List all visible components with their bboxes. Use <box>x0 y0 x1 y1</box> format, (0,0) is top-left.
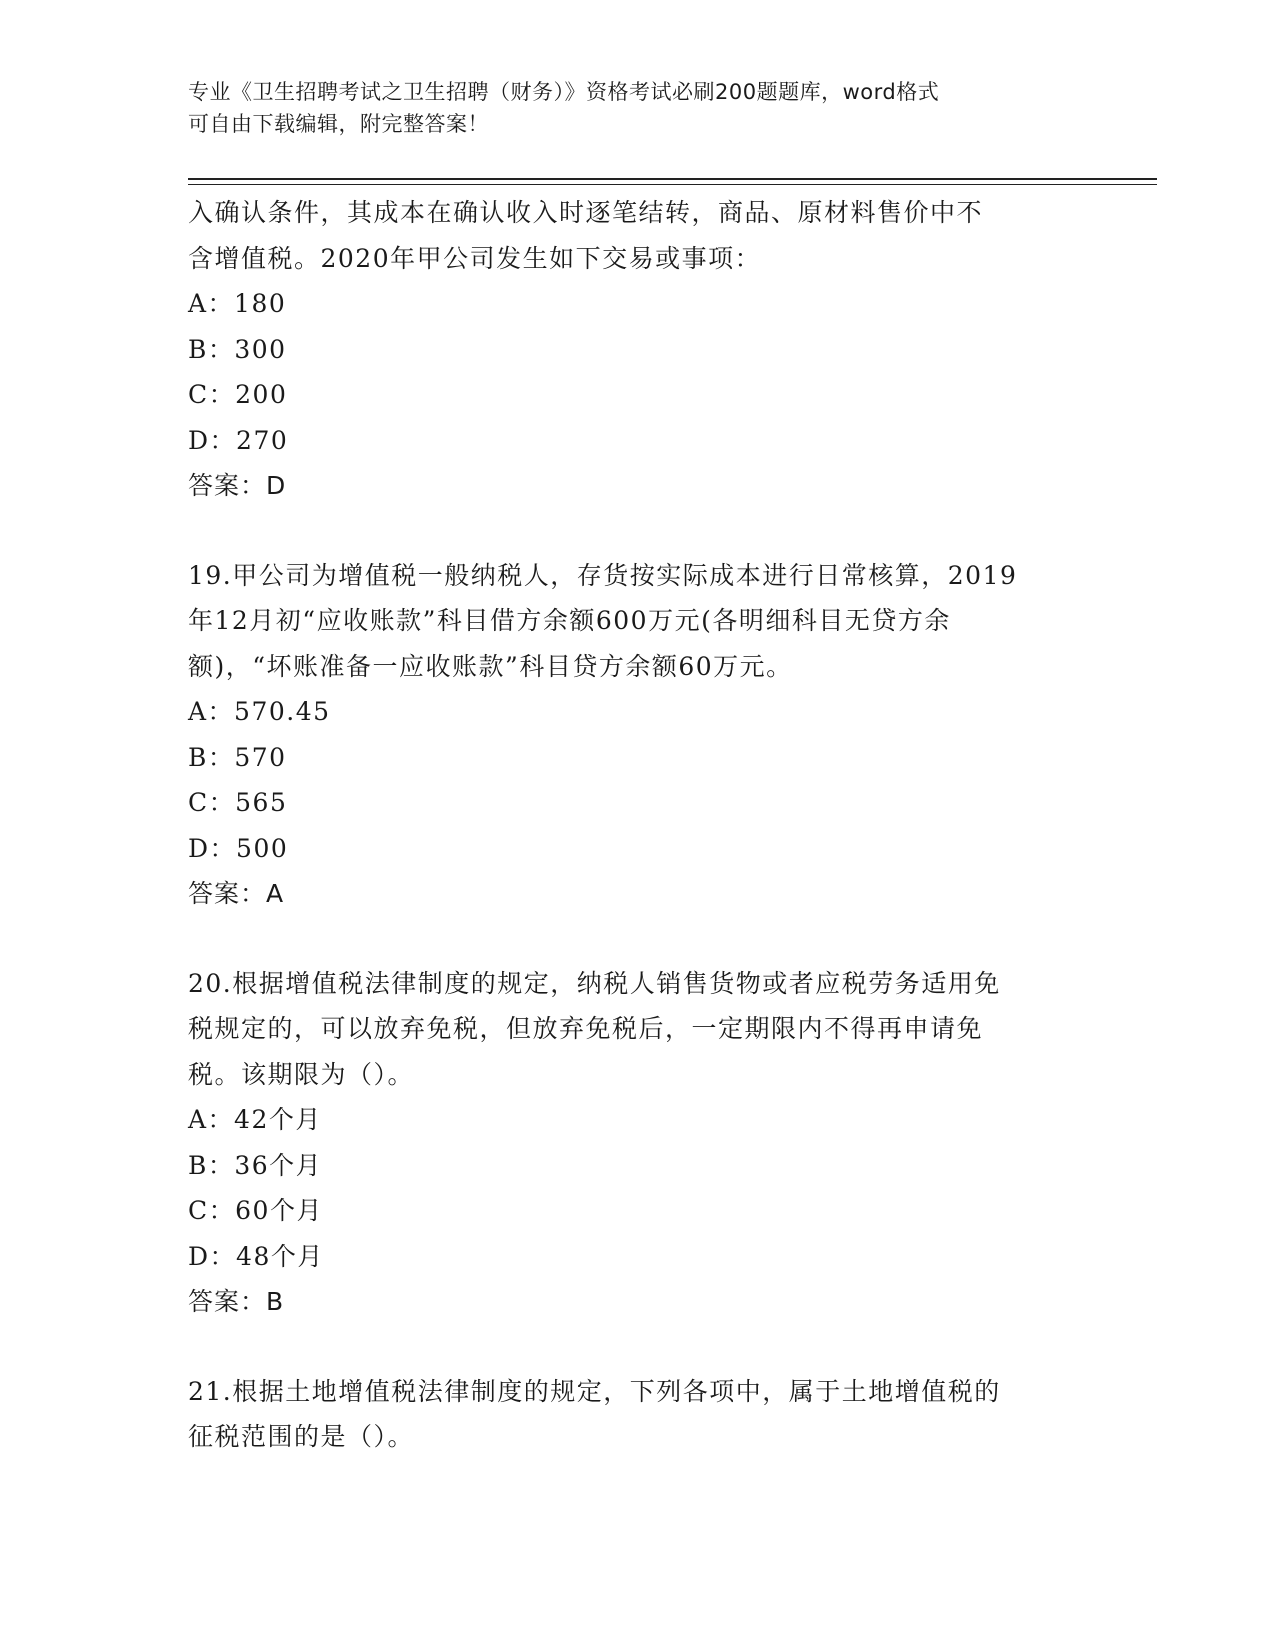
question-stem-line: 征税范围的是（）。 <box>188 1422 415 1451</box>
option-c: C：200 <box>188 380 288 409</box>
question-stem-line: 年12月初“应收账款”科目借方余额600万元(各明细科目无贷方余 <box>188 606 951 635</box>
question-stem-line: 19.甲公司为增值税一般纳税人，存货按实际成本进行日常核算，2019 <box>188 560 1018 590</box>
option-b: B：570 <box>188 742 287 772</box>
answer-line: 答案：D <box>188 471 287 500</box>
question-stem-line: 21.根据土地增值税法律制度的规定，下列各项中，属于土地增值税的 <box>188 1376 1001 1406</box>
option-a: A：570.45 <box>188 697 331 726</box>
header-rule-thick <box>188 178 1157 180</box>
option-c: C：565 <box>188 788 288 817</box>
option-c: C：60个月 <box>188 1196 323 1225</box>
question-block <box>188 553 1088 917</box>
option-d: D：48个月 <box>188 1241 324 1271</box>
question-stem-line: 含增值税。2020年甲公司发生如下交易或事项： <box>188 243 762 273</box>
question-content <box>188 190 1088 1460</box>
option-b: B：300 <box>188 334 287 364</box>
answer-line: 答案：A <box>188 879 285 908</box>
header-line-2: 可自由下载编辑，附完整答案！ <box>188 112 489 136</box>
option-d: D：270 <box>188 425 289 455</box>
question-block <box>188 1369 1088 1460</box>
document-header <box>188 76 1068 140</box>
option-b: B：36个月 <box>188 1150 323 1180</box>
question-stem-line: 20.根据增值税法律制度的规定，纳税人销售货物或者应税劳务适用免 <box>188 968 1001 998</box>
question-stem-line: 税。该期限为（）。 <box>188 1059 415 1089</box>
option-d: D：500 <box>188 833 289 863</box>
question-stem-line: 税规定的，可以放弃免税，但放弃免税后，一定期限内不得再申请免 <box>188 1014 984 1043</box>
question-stem-line: 入确认条件，其成本在确认收入时逐笔结转，商品、原材料售价中不 <box>188 198 984 227</box>
answer-line: 答案：B <box>188 1287 285 1316</box>
option-a: A：42个月 <box>188 1105 322 1134</box>
option-a: A：180 <box>188 289 287 318</box>
header-rule-thin <box>188 184 1157 185</box>
header-line-1: 专业《卫生招聘考试之卫生招聘（财务）》资格考试必刷200题题库，word格式 <box>188 80 940 104</box>
question-block <box>188 961 1088 1325</box>
question-stem-line: 额)，“坏账准备一应收账款”科目贷方余额60万元。 <box>188 651 793 681</box>
question-block <box>188 190 1088 509</box>
